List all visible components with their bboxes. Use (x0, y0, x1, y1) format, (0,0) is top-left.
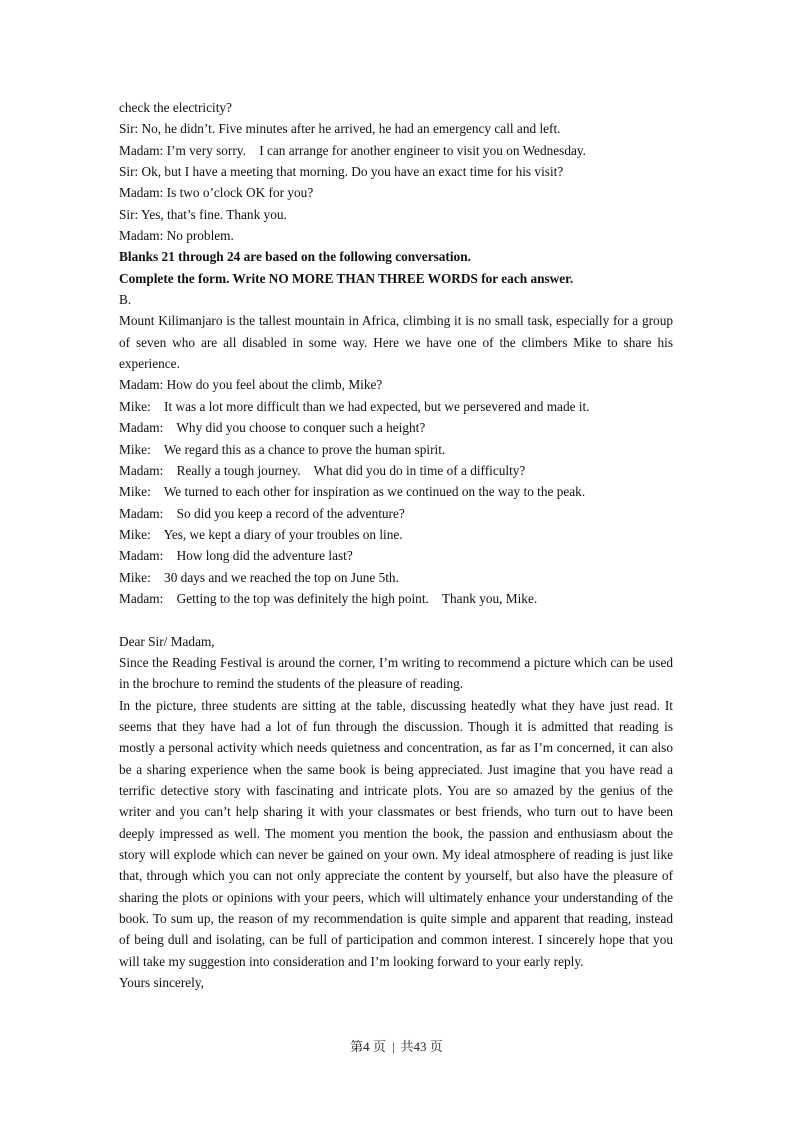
dialogue-line: check the electricity? (119, 100, 232, 115)
spacer (119, 609, 673, 630)
section-b (119, 289, 673, 609)
instruction-line-1: Blanks 21 through 24 are based on the following conversation. (119, 249, 471, 265)
letter-salutation: Dear Sir/ Madam, (119, 633, 215, 649)
total-pages: 共43 页 (400, 1039, 443, 1054)
dialogue-line: Sir: Yes, that’s fine. Thank you. (119, 206, 287, 222)
letter-paragraph-2: In the picture, three students are sitting at the table, discussing heatedly what they have just read. It seems that they have had a lot of fun through the discussion. Though it is admitted that reading is mostly a personal activity which needs quietness and concentration, as far as I’m concerned, it can also be a sharing experience when the same book is being appreciated. Just imagine that you have read a terrific detective story with fascinating and intricate plots. You are so amazed by the genius of the writer and you can’t help sharing it with your classmates or best friends, who turn out to have been deeply impressed as well. The moment you mention the book, the passion and enthusiasm about the story will explode which can never be gained on your own. My ideal atmosphere of reading is just like that, through which you can not only appreciate the content by yourself, but also have the pleasure of sharing the plots or opinions with your peers, which will ultimately enhance your understanding of the book. To sum up, the reason of my recommendation is quite simple and apparent that reading, instead of being dull and isolating, can be full of participation and common interest. I sincerely hope that you will take my suggestion into consideration and I’m looking forward to your early reply. (119, 697, 673, 969)
dialogue-line: Madam: Is two o’clock OK for you? (119, 185, 314, 201)
dialogue-line: Madam: Really a tough journey. What did you do in time of a difficulty? (119, 462, 526, 478)
dialogue-a (119, 97, 673, 246)
dialogue-line: Madam: Why did you choose to conquer such a height? (119, 420, 426, 436)
section-intro: Mount Kilimanjaro is the tallest mountain in Africa, climbing it is no small task, especially for a group of seven who are all disabled in some way. Here we have one of the climbers Mike to share his experience. (119, 313, 673, 372)
dialogue-line: Madam: So did you keep a record of the adventure? (119, 505, 405, 521)
dialogue-line: Mike: We regard this as a chance to prove the human spirit. (119, 441, 446, 457)
dialogue-line: Mike: Yes, we kept a diary of your troubles on line. (119, 526, 403, 542)
instructions (119, 246, 673, 289)
dialogue-line: Mike: It was a lot more difficult than we had expected, but we persevered and made it. (119, 398, 590, 414)
dialogue-line: Mike: We turned to each other for inspiration as we continued on the way to the peak. (119, 484, 586, 500)
document-page (119, 97, 673, 993)
current-page: 第4 页 (350, 1039, 386, 1054)
dialogue-line: Madam: No problem. (119, 228, 234, 244)
dialogue-line: Mike: 30 days and we reached the top on June 5th. (119, 569, 399, 585)
page-footer (0, 1038, 793, 1056)
dialogue-line: Madam: How long did the adventure last? (119, 548, 353, 564)
dialogue-line: Sir: Ok, but I have a meeting that morning. Do you have an exact time for his visit? (119, 164, 564, 180)
instruction-line-2: Complete the form. Write NO MORE THAN THREE WORDS for each answer. (119, 270, 574, 286)
letter-paragraph-1: Since the Reading Festival is around the corner, I’m writing to recommend a picture which can be used in the brochure to remind the students of the pleasure of reading. (119, 654, 673, 692)
letter (119, 631, 673, 994)
dialogue-line: Madam: I’m very sorry. I can arrange for another engineer to visit you on Wednesday. (119, 142, 586, 158)
dialogue-line: Madam: Getting to the top was definitely the high point. Thank you, Mike. (119, 590, 538, 606)
dialogue-line: Sir: No, he didn’t. Five minutes after he arrived, he had an emergency call and left. (119, 121, 561, 137)
letter-closing: Yours sincerely, (119, 975, 204, 991)
section-label: B. (119, 292, 132, 308)
footer-separator: | (391, 1039, 395, 1054)
dialogue-line: Madam: How do you feel about the climb, Mike? (119, 377, 383, 393)
